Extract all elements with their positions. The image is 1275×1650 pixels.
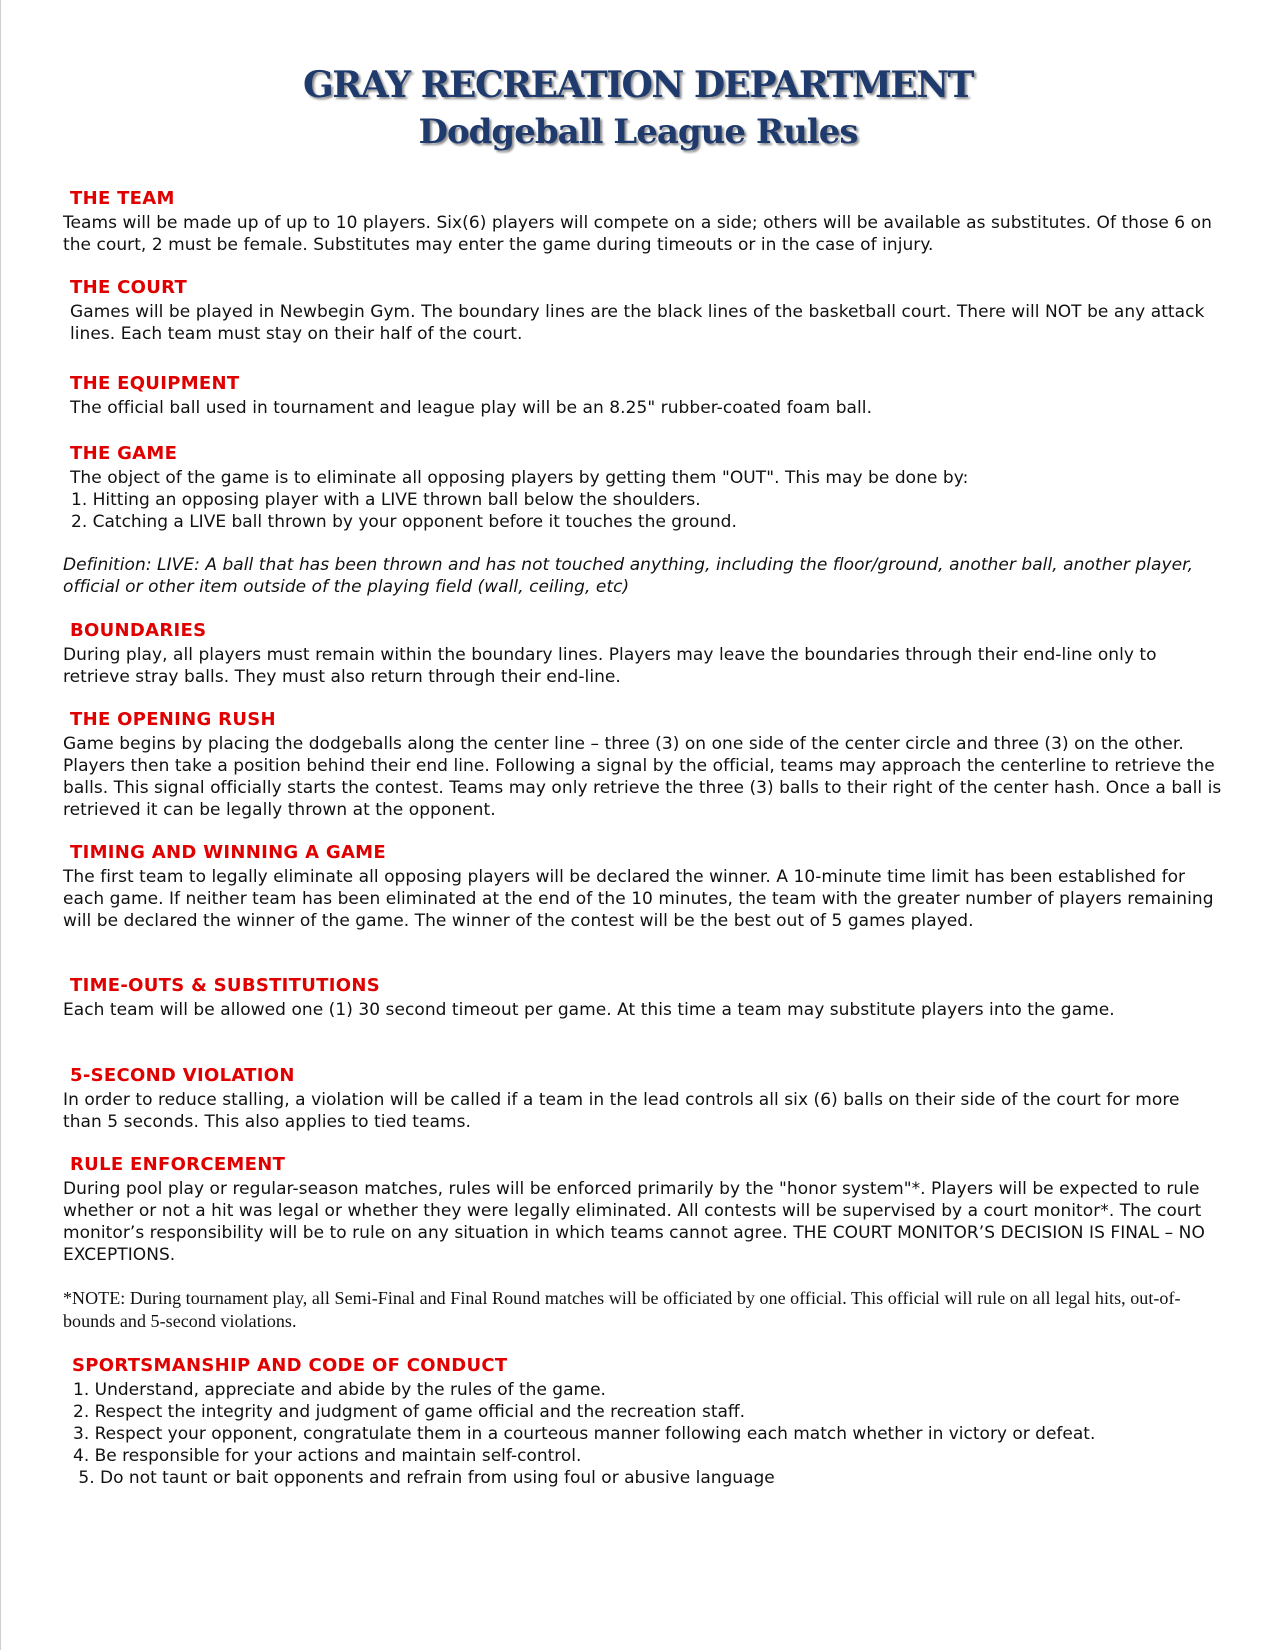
section-text: The official ball used in tournament and league play will be an 8.25" rubber-coated foam ball. bbox=[70, 398, 873, 418]
section-text: During pool play or regular-season matches, rules will be enforced primarily by the "honor system"*. Players will be expected to rule whether or not a hit was legal or whether they were legally eliminated. All contests will be supervised by a court monitor*. The court monitor’s responsibility will be to rule on any situation in which teams cannot agree. THE COURT MONITOR’S DECISION IS FINAL – NO EXCEPTIONS. bbox=[63, 1179, 1205, 1265]
section-text: In order to reduce stalling, a violation will be called if a team in the lead controls all six (6) balls on their side of the court for more than 5 seconds. This also applies to tied teams. bbox=[63, 1090, 1180, 1132]
section-definition bbox=[63, 554, 1223, 598]
section-text: Teams will be made up of up to 10 players. Six(6) players will compete on a side; others will be available as substitutes. Of those 6 on the court, 2 must be female. Substitutes may enter the game during timeouts or in the case of injury. bbox=[63, 213, 1212, 255]
section-text: The first team to legally eliminate all opposing players will be declared the winner. A 10-minute time limit has been established for each game. If neither team has been eliminated at the end of the 10 minutes, the team with the greater number of players remaining will be declared the winner of the game. The winner of the contest will be the best out of 5 games played. bbox=[63, 867, 1214, 931]
section-text: Games will be played in Newbegin Gym. The boundary lines are the black lines of the basketball court. There will NOT be any attack lines. Each team must stay on their half of the court. bbox=[70, 302, 1205, 344]
list-item: 1. Understand, appreciate and abide by the rules of the game. bbox=[73, 1380, 606, 1400]
page-title: GRAY RECREATION DEPARTMENT bbox=[303, 64, 973, 106]
section-timing bbox=[63, 842, 1223, 932]
page-subtitle: Dodgeball League Rules bbox=[418, 112, 858, 152]
section-court bbox=[63, 277, 1223, 345]
section-heading: BOUNDARIES bbox=[70, 620, 207, 641]
section-conduct bbox=[65, 1355, 1225, 1489]
section-text: The object of the game is to eliminate all opposing players by getting them "OUT". This may be done by: bbox=[70, 468, 969, 488]
section-text: During play, all players must remain within the boundary lines. Players may leave the boundaries through their end-line only to retrieve stray balls. They must also return through their end-line. bbox=[63, 645, 1157, 687]
section-text: Each team will be allowed one (1) 30 second timeout per game. At this time a team may substitute players into the game. bbox=[63, 1000, 1115, 1020]
section-timeouts bbox=[63, 975, 1223, 1021]
section-heading: THE EQUIPMENT bbox=[70, 373, 240, 394]
list-item: 1. Hitting an opposing player with a LIVE thrown ball below the shoulders. bbox=[71, 490, 701, 510]
section-note bbox=[63, 1287, 1223, 1333]
section-heading: SPORTSMANSHIP AND CODE OF CONDUCT bbox=[72, 1355, 508, 1376]
section-heading: THE OPENING RUSH bbox=[70, 709, 276, 730]
section-heading: RULE ENFORCEMENT bbox=[70, 1154, 286, 1175]
section-heading: TIMING AND WINNING A GAME bbox=[70, 842, 386, 863]
section-heading: 5-SECOND VIOLATION bbox=[70, 1065, 295, 1086]
live-definition: Definition: LIVE: A ball that has been thrown and has not touched anything, including the floor/ground, another ball, another player, official or other item outside of the playing field (wall, ceiling, etc) bbox=[63, 555, 1194, 597]
section-boundaries bbox=[63, 620, 1223, 688]
list-item: 3. Respect your opponent, congratulate them in a courteous manner following each match whether in victory or defeat. bbox=[73, 1424, 1096, 1444]
section-game bbox=[63, 443, 1223, 533]
section-heading: THE COURT bbox=[70, 277, 188, 298]
section-opening-rush bbox=[63, 709, 1223, 821]
conduct-list bbox=[65, 1379, 1225, 1489]
section-team bbox=[63, 188, 1223, 256]
section-violation bbox=[63, 1065, 1223, 1133]
list-item: 2. Respect the integrity and judgment of game official and the recreation staff. bbox=[73, 1402, 746, 1422]
list-item: 2. Catching a LIVE ball thrown by your opponent before it touches the ground. bbox=[71, 512, 737, 532]
section-equipment bbox=[63, 373, 1223, 419]
section-heading: THE TEAM bbox=[70, 188, 175, 209]
officiating-note: *NOTE: During tournament play, all Semi-Final and Final Round matches will be officiated by one official. This official will rule on all legal hits, out-of-bounds and 5-second violations. bbox=[63, 1288, 1181, 1331]
list-item: 5. Do not taunt or bait opponents and refrain from using foul or abusive language bbox=[73, 1468, 775, 1488]
section-heading: TIME-OUTS & SUBSTITUTIONS bbox=[70, 975, 380, 996]
section-enforcement bbox=[63, 1154, 1223, 1266]
game-rules-list bbox=[63, 489, 1223, 533]
list-item: 4. Be responsible for your actions and maintain self-control. bbox=[73, 1446, 582, 1466]
section-text: Game begins by placing the dodgeballs along the center line – three (3) on one side of the center circle and three (3) on the other. Players then take a position behind their end line. Following a signal by the official, teams may approach the centerline to retrieve the balls. This signal officially starts the contest. Teams may only retrieve the three (3) balls to their right of the center hash. Once a ball is retrieved it can be legally thrown at the opponent. bbox=[63, 734, 1222, 820]
section-heading: THE GAME bbox=[70, 443, 178, 464]
